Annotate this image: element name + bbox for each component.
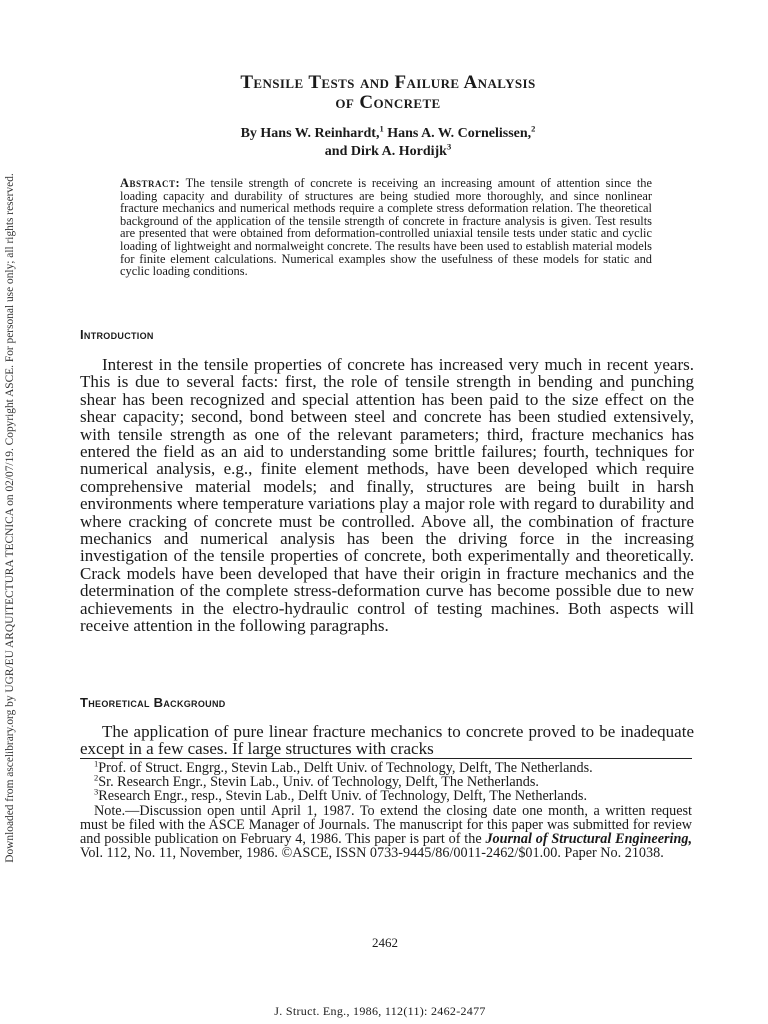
abstract [120, 177, 652, 278]
page-number: 2462 [372, 935, 398, 950]
introduction-section [80, 356, 694, 635]
footnote-2-mark: 2 [94, 772, 99, 783]
footnote-1-text: Prof. of Struct. Engrg., Stevin Lab., Delft Univ. of Technology, Delft, The Netherlands. [98, 760, 593, 776]
abstract-label: Abstract: [120, 176, 181, 190]
author-2: Hans A. W. Cornelissen, [387, 126, 532, 141]
journal-citation: J. Struct. Eng., 1986, 112(11): 2462-2477 [274, 1004, 486, 1018]
author-line-2 [130, 143, 646, 161]
theory-section [80, 723, 694, 758]
title-line-2: of Concrete [335, 92, 441, 113]
note-text-b: Vol. 112, No. 11, November, 1986. ©ASCE, ISSN 0733-9445/86/0011-2462/$01.00. Paper No. 21038. [80, 845, 664, 862]
footnote-3-text: Research Engr., resp., Stevin Lab., Delft Univ. of Technology, Delft, The Netherlands. [98, 788, 587, 805]
footnote-3 [80, 786, 692, 805]
footnote-divider [80, 758, 692, 759]
author-by: By [240, 126, 257, 141]
author-connector: and [324, 144, 348, 159]
footnotes [80, 758, 693, 862]
author-2-mark: 2 [531, 123, 536, 134]
footnote-1-mark: 1 [94, 758, 99, 769]
author-1-mark: 1 [379, 123, 384, 134]
author-line-1 [130, 125, 646, 143]
paper-title [130, 73, 646, 113]
theory-heading: Theoretical Background [80, 695, 226, 710]
download-watermark: Downloaded from ascelibrary.org by UGR/EU ARQUITECTURA TECNICA on 02/07/19. Copyright ASCE. For personal use only; all rights reserved. [4, 173, 16, 863]
footnote-3-mark: 3 [94, 786, 99, 797]
abstract-text: The tensile strength of concrete is receiving an increasing amount of attention since the loading capacity and durability of structures are being studied more thoroughly, and since nonlinear fracture mechanics and numerical methods require a complete stress deformation relation. The theoretical background of the application of the tensile strength of concrete in fracture analysis is given. Test results are presented that were obtained from deformation-controlled uniaxial tensile tests under static and cyclic loading of lightweight and normalweight concrete. The results have been used to establish material models for finite element calculations. Numerical examples show the usefulness of these models for static and cyclic loading conditions. [120, 176, 652, 279]
title-line-1: Tensile Tests and Failure Analysis [240, 72, 536, 93]
author-3: Dirk A. Hordijk [350, 144, 447, 159]
theory-paragraph: The application of pure linear fracture mechanics to concrete proved to be inadequate except in a few cases. If large structures with cracks [80, 722, 694, 759]
author-list [130, 125, 646, 161]
author-1: Hans W. Reinhardt, [260, 126, 380, 141]
note-text-a: Note.—Discussion open until April 1, 1987. To extend the closing date one month, a written request must be filed with the ASCE Manager of Journals. The manuscript for this paper was submitted for review and possible publication on February 4, 1986. This paper is part of the [80, 802, 692, 848]
journal-name: Journal of Structural Engineering, [485, 831, 693, 848]
footnote-2-text: Sr. Research Engr., Stevin Lab., Univ. of Technology, Delft, The Netherlands. [98, 774, 539, 791]
introduction-heading: Introduction [80, 327, 154, 342]
discussion-note [80, 804, 692, 861]
introduction-paragraph: Interest in the tensile properties of concrete has increased very much in recent years. This is due to several facts: first, the role of tensile strength in bending and punching shear has been recognized and special attention has been paid to the size effect on the shear capacity; second, bond between steel and concrete has been studied extensively, with tensile strength as one of the relevant parameters; third, fracture mechanics has entered the field as an aid to understanding some brittle failures; fourth, techniques for numerical analysis, e.g., finite element methods, have been developed which require comprehensive material models; and finally, structures are being built in harsh environments where temperature variations play a major role with regard to durability and where cracking of concrete must be controlled. Above all, the combination of fracture mechanics and numerical analysis has been the driving force in the increasing investigation of the tensile properties of concrete, both experimentally and theoretically. Crack models have been developed that have their origin in fracture mechanics and the determination of the complete stress-deformation curve has become possible due to new achievements in the electro-hydraulic control of testing machines. Both aspects will receive attention in the following paragraphs. [80, 355, 694, 636]
author-3-mark: 3 [446, 141, 452, 152]
